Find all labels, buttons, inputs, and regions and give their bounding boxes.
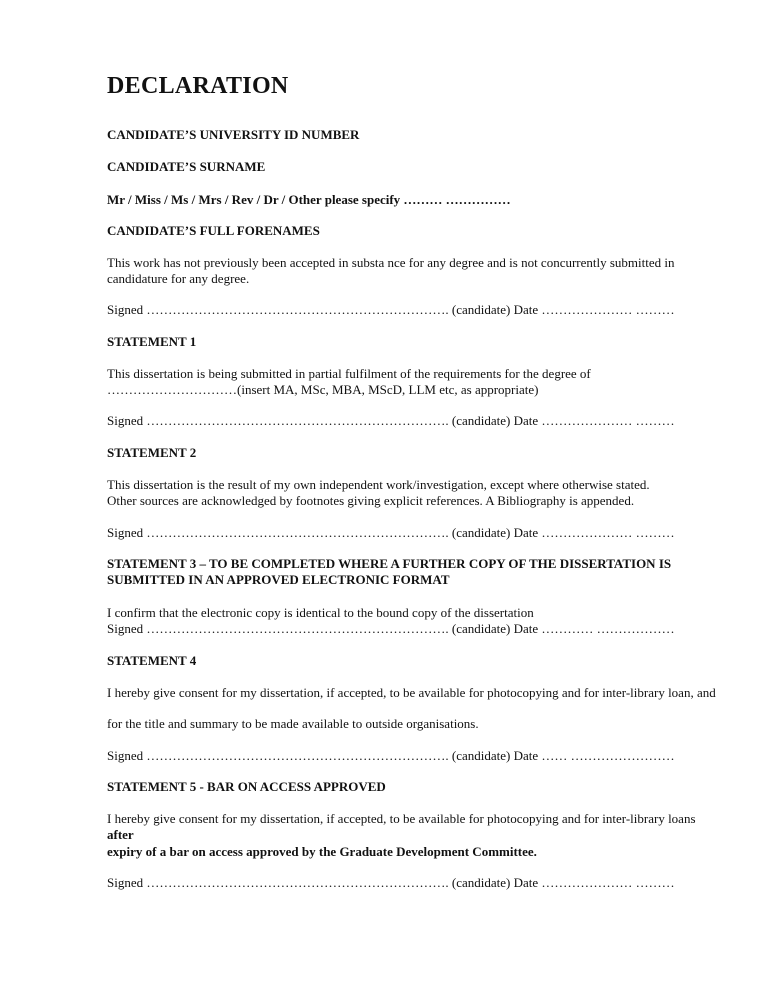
statement-1-signature-line: Signed ……………………………………………………………. (candidate) Date ………………… ……… — [107, 413, 675, 428]
surname-label: CANDIDATE’S SURNAME — [107, 159, 266, 174]
statement-1-degree-line: …………………………(insert MA, MSc, MBA, MScD, LLM etc, as appropriate) — [107, 382, 539, 397]
intro-text: This work has not previously been accepted in substa nce for any degree and is not concurrently submitted in candidature for any degree. — [107, 255, 675, 286]
statement-2-text-line-2: Other sources are acknowledged by footnotes giving explicit references. A Bibliography is appended. — [107, 493, 635, 508]
statement-4-text-line-2: for the title and summary to be made available to outside organisations. — [107, 716, 479, 731]
statement-5-text: I hereby give consent for my dissertation, if accepted, to be available for photocopying and for inter-library loans — [107, 811, 696, 826]
statement-2-heading: STATEMENT 2 — [107, 445, 197, 460]
statement-2-signature-line: Signed ……………………………………………………………. (candidate) Date ………………… ……… — [107, 525, 675, 540]
statement-4-heading: STATEMENT 4 — [107, 653, 197, 668]
id-number-label: CANDIDATE’S UNIVERSITY ID NUMBER — [107, 127, 360, 142]
statement-3-heading-line-1: STATEMENT 3 – TO BE COMPLETED WHERE A FURTHER COPY OF THE DISSERTATION IS — [107, 556, 672, 571]
statement-3-text: I confirm that the electronic copy is identical to the bound copy of the dissertation — [107, 605, 534, 620]
statement-5-text-line-2: expiry of a bar on access approved by the Graduate Development Committee. — [107, 844, 537, 859]
statement-3-heading-line-2: SUBMITTED IN AN APPROVED ELECTRONIC FORMAT — [107, 572, 450, 587]
intro-signature-line: Signed ……………………………………………………………. (candidate) Date ………………… ……… — [107, 302, 675, 317]
statement-1-text: This dissertation is being submitted in partial fulfilment of the requirements for the degree of — [107, 366, 591, 381]
statement-5-text-line-1 — [107, 811, 718, 843]
statement-1-heading: STATEMENT 1 — [107, 334, 197, 349]
page-title: DECLARATION — [107, 73, 289, 99]
statement-2-text-line-1: This dissertation is the result of my own independent work/investigation, except where otherwise stated. — [107, 477, 650, 492]
statement-4-signature-line: Signed ……………………………………………………………. (candidate) Date …… …………………… — [107, 748, 675, 763]
statement-3-signature-line: Signed ……………………………………………………………. (candidate) Date ………… ……………… — [107, 621, 675, 636]
statement-5-after-emphasis: after — [107, 827, 134, 842]
statement-5-heading: STATEMENT 5 - BAR ON ACCESS APPROVED — [107, 779, 386, 794]
statement-5-signature-line: Signed ……………………………………………………………. (candidate) Date ………………… ……… — [107, 875, 675, 890]
title-options-line: Mr / Miss / Ms / Mrs / Rev / Dr / Other please specify ……… …………… — [107, 192, 511, 207]
forenames-label: CANDIDATE’S FULL FORENAMES — [107, 223, 320, 238]
statement-4-text-line-1: I hereby give consent for my dissertation, if accepted, to be available for photocopying and for inter-library loan, and — [107, 685, 716, 700]
